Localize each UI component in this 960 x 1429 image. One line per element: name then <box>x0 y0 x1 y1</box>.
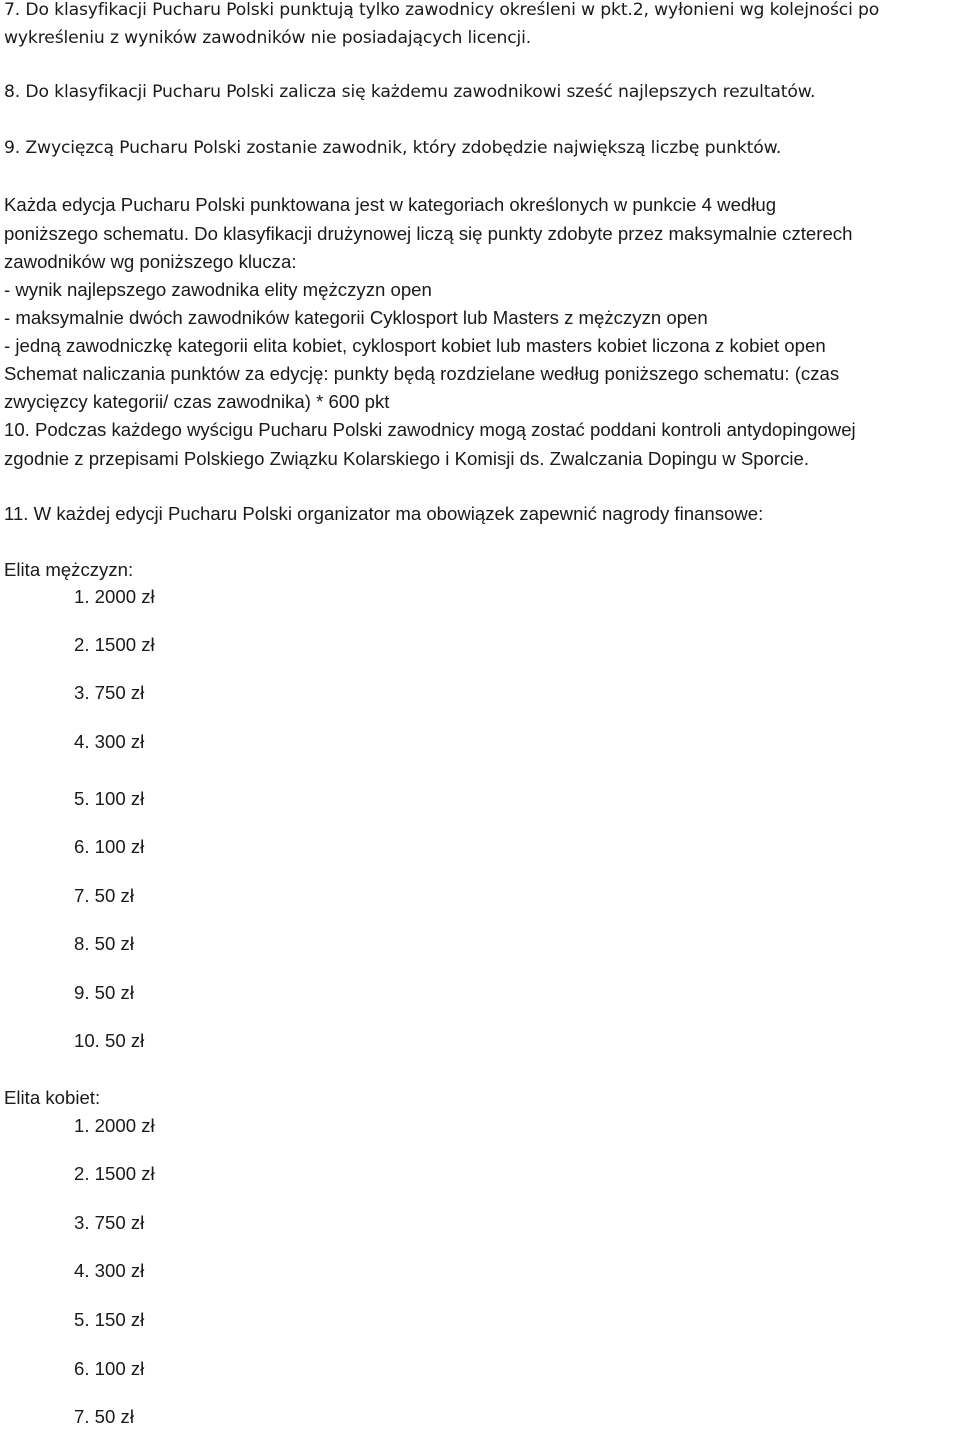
prize-item: 2. 1500 zł <box>74 1163 155 1184</box>
prize-item: 4. 300 zł <box>74 1260 145 1281</box>
paragraph-7-line-2: wykreśleniu z wyników zawodników nie posiadających licencji. <box>4 28 532 48</box>
prize-item: 4. 300 zł <box>74 731 145 752</box>
elite-women-heading: Elita kobiet: <box>4 1087 101 1108</box>
prize-item: 6. 100 zł <box>74 1358 145 1379</box>
paragraph-8: 8. Do klasyfikacji Pucharu Polski zalicza się każdemu zawodnikowi sześć najlepszych rezultatów. <box>4 82 816 102</box>
prize-item: 1. 2000 zł <box>74 1115 155 1136</box>
scoring-block-line: zawodników wg poniższego klucza: <box>4 251 297 272</box>
prize-item: 3. 750 zł <box>74 1212 145 1233</box>
prize-item: 7. 50 zł <box>74 885 134 906</box>
paragraph-10-line-1: 10. Podczas każdego wyścigu Pucharu Polski zawodnicy mogą zostać poddani kontroli antydopingowej <box>4 419 856 440</box>
paragraph-7-line-1: 7. Do klasyfikacji Pucharu Polski punktują tylko zawodnicy określeni w pkt.2, wyłonieni wg kolejności po <box>4 0 880 20</box>
prize-item: 2. 1500 zł <box>74 634 155 655</box>
scoring-block-line: - maksymalnie dwóch zawodników kategorii Cyklosport lub Masters z mężczyzn open <box>4 307 708 328</box>
prize-item: 1. 2000 zł <box>74 586 155 607</box>
scoring-block-line: zwycięzcy kategorii/ czas zawodnika) * 600 pkt <box>4 391 390 412</box>
prize-item: 5. 150 zł <box>74 1309 145 1330</box>
paragraph-11: 11. W każdej edycji Pucharu Polski organizator ma obowiązek zapewnić nagrody finansowe: <box>4 503 764 524</box>
prize-item: 8. 50 zł <box>74 933 134 954</box>
prize-item: 5. 100 zł <box>74 788 145 809</box>
prize-item: 10. 50 zł <box>74 1030 145 1051</box>
paragraph-9: 9. Zwycięzcą Pucharu Polski zostanie zawodnik, który zdobędzie największą liczbę punktów. <box>4 138 782 158</box>
elite-men-heading: Elita mężczyzn: <box>4 559 134 580</box>
scoring-block-line: - wynik najlepszego zawodnika elity mężczyzn open <box>4 279 432 300</box>
paragraph-10-line-2: zgodnie z przepisami Polskiego Związku Kolarskiego i Komisji ds. Zwalczania Dopingu w Sporcie. <box>4 448 810 469</box>
prize-item: 6. 100 zł <box>74 836 145 857</box>
scoring-block-line: - jedną zawodniczkę kategorii elita kobiet, cyklosport kobiet lub masters kobiet liczona z kobiet open <box>4 335 826 356</box>
scoring-block-line: poniższego schematu. Do klasyfikacji drużynowej liczą się punkty zdobyte przez maksymalnie czterech <box>4 223 853 244</box>
scoring-block-line: Każda edycja Pucharu Polski punktowana jest w kategoriach określonych w punkcie 4 według <box>4 194 777 215</box>
prize-item: 3. 750 zł <box>74 682 145 703</box>
prize-item: 7. 50 zł <box>74 1406 134 1427</box>
prize-item: 9. 50 zł <box>74 982 134 1003</box>
scoring-block-line: Schemat naliczania punktów za edycję: punkty będą rozdzielane według poniższego schematu: (czas <box>4 363 840 384</box>
